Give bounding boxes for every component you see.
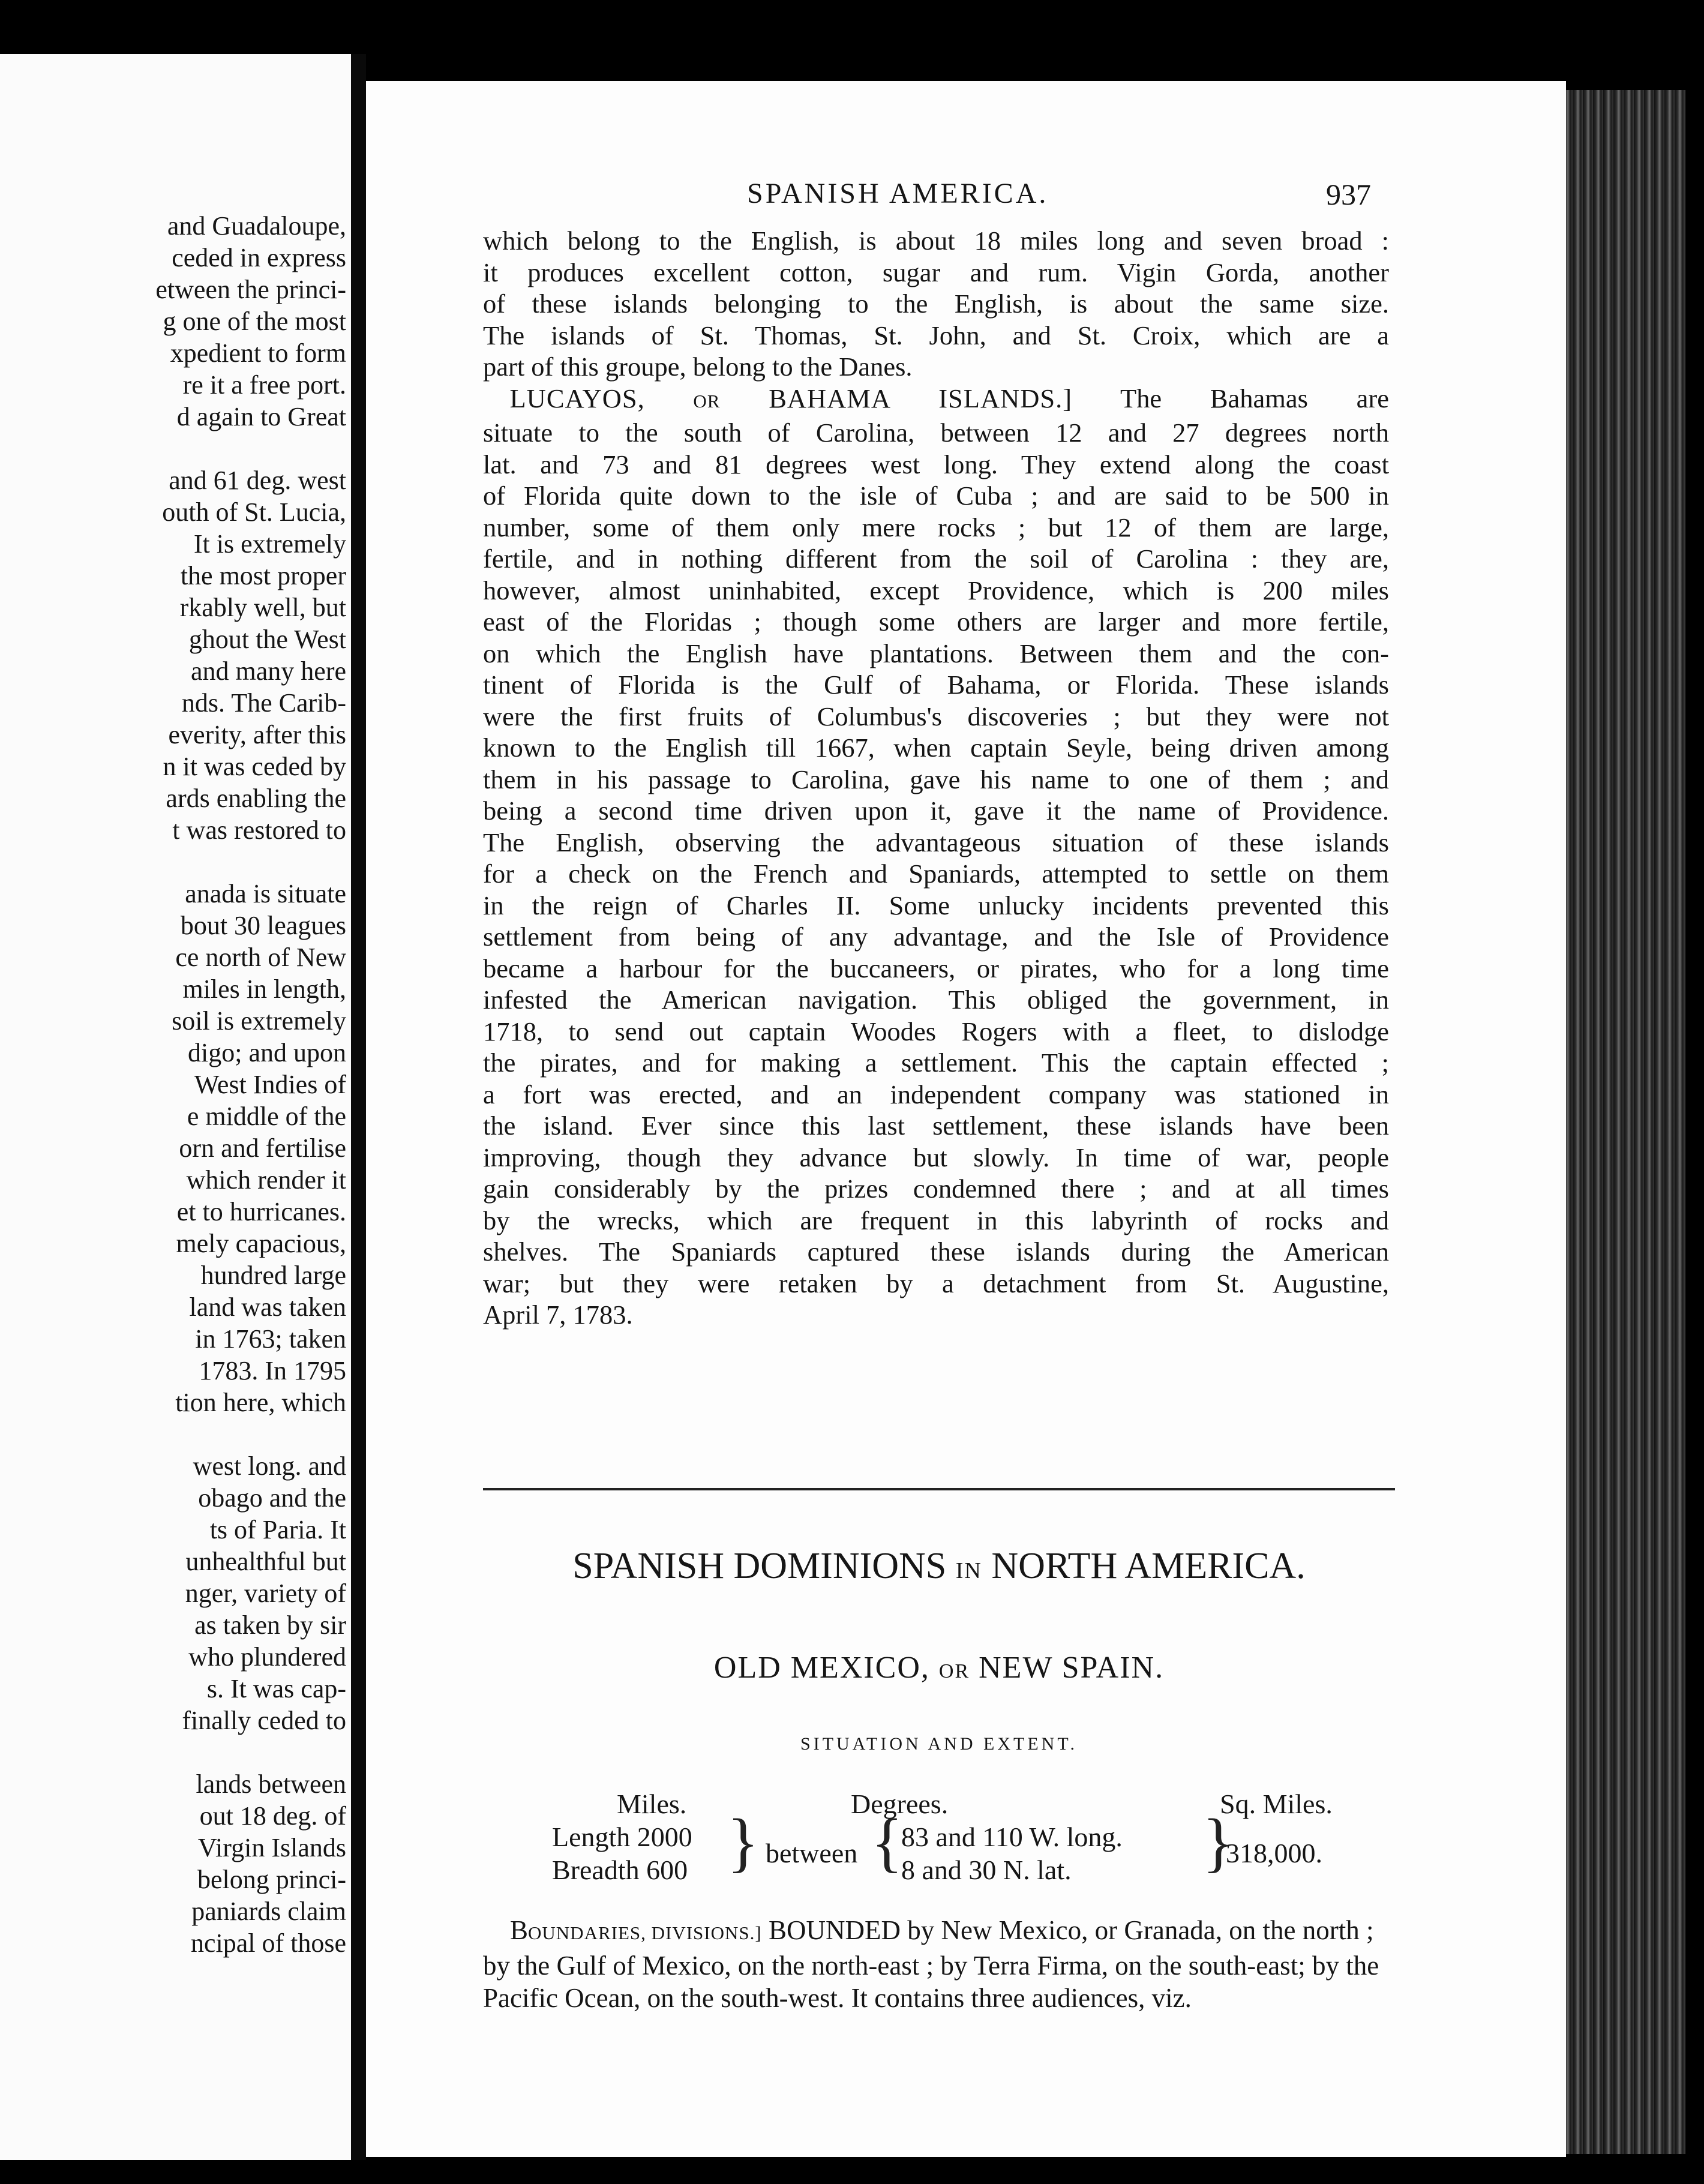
boundaries-heading	[483, 1915, 762, 1945]
page-header	[366, 177, 1566, 219]
subsection-title	[483, 1650, 1395, 1685]
body-line: lat. and 73 and 81 degrees west long. They extend along the coast	[483, 449, 1389, 479]
body-line: known to the English till 1667, when captain Seyle, being driven among	[483, 733, 1389, 763]
body-line: infested the American navigation. This obliged the government, in	[483, 985, 1389, 1015]
left-page-line: as taken by sir	[194, 1610, 346, 1640]
body-line: April 7, 1783.	[483, 1300, 633, 1330]
left-page-line: west long. and	[193, 1451, 346, 1481]
body-line: the pirates, and for making a settlement. This the captain effected ;	[483, 1048, 1389, 1078]
left-page-line: obago and the	[198, 1483, 346, 1513]
sq-miles-value: 318,000.	[1226, 1838, 1322, 1868]
left-page-line: nger, variety of	[185, 1579, 346, 1608]
between-word: between	[766, 1838, 858, 1868]
boundaries-heading-rest: OUNDARIES, DIVISIONS.]	[528, 1922, 762, 1943]
left-page-line: and many here	[191, 656, 346, 686]
left-page-line: out 18 deg. of	[199, 1801, 346, 1831]
body-line: were the first fruits of Columbus's discoveries ; but they were not	[483, 701, 1389, 731]
body-line: in the reign of Charles II. Some unlucky incidents prevented this	[483, 890, 1389, 920]
heading-or: OR	[693, 390, 721, 412]
brace-right-2: }	[1202, 1805, 1234, 1879]
body-line: on which the English have plantations. Between them and the con-	[483, 638, 1389, 668]
body-line: number, some of them only mere rocks ; but 12 of them are large,	[483, 512, 1389, 542]
left-page-line: anada is situate	[185, 879, 346, 908]
left-page-line: et to hurricanes.	[176, 1197, 346, 1226]
left-page-line: paniards claim	[191, 1897, 346, 1926]
section-title-in: IN	[955, 1558, 982, 1583]
left-page-line: re it a free port.	[182, 370, 346, 400]
left-page-line: digo; and upon	[188, 1038, 346, 1067]
left-page-line: bout 30 leagues	[180, 911, 346, 940]
left-page-line: in 1763; taken	[195, 1324, 346, 1354]
left-page-line: ts of Paria. It	[209, 1515, 346, 1544]
body-line: fertile, and in nothing different from the soil of Carolina : they are,	[483, 544, 1389, 574]
left-page-line: everity, after this	[168, 720, 346, 749]
body-line: which belong to the English, is about 18 miles long and seven broad :	[483, 226, 1389, 256]
left-page-line: miles in length,	[182, 974, 346, 1004]
body-line: settlement from being of any advantage, and the Isle of Providence	[483, 922, 1389, 952]
left-page-line: tion here, which	[175, 1388, 346, 1417]
body-line: however, almost uninhabited, except Providence, which is 200 miles	[483, 575, 1389, 605]
body-line: gain considerably by the prizes condemned there ; and at all times	[483, 1174, 1389, 1204]
body-line: being a second time driven upon it, gave it the name of Providence.	[483, 796, 1389, 826]
body-line: of Florida quite down to the isle of Cuba ; and are said to be 500 in	[483, 481, 1389, 511]
body-line: the island. Ever since this last settlement, these islands have been	[483, 1111, 1389, 1141]
lucayos-first-line: The Bahamas are	[1120, 383, 1390, 413]
left-page-line: It is extremely	[193, 529, 346, 559]
body-line: became a harbour for the buccaneers, or pirates, who for a long time	[483, 953, 1389, 983]
left-page-line: West Indies of	[194, 1070, 346, 1099]
length-row: Length 2000	[552, 1822, 692, 1852]
running-title: SPANISH AMERICA.	[747, 178, 1049, 209]
left-page-line: ncipal of those	[190, 1928, 346, 1958]
lucayos-heading: LUCAYOS,	[509, 383, 645, 413]
right-page	[366, 81, 1566, 2157]
body-line: 1718, to send out captain Woodes Rogers with a fleet, to dislodge	[483, 1016, 1389, 1046]
left-page-line: ghout the West	[188, 625, 346, 654]
boundaries-paragraph	[483, 1914, 1395, 2014]
brace-left-1: {	[871, 1805, 903, 1879]
left-page-line: ards enabling the	[166, 784, 346, 813]
body-line: The islands of St. Thomas, St. John, and St. Croix, which are a	[483, 320, 1389, 350]
bounded-word: BOUNDED	[768, 1915, 901, 1945]
left-page-line: belong princi-	[197, 1865, 346, 1894]
left-page-line: soil is extremely	[172, 1006, 346, 1036]
boundaries-initial: B	[510, 1915, 529, 1945]
body-line: The English, observing the advantageous situation of these islands	[483, 827, 1389, 857]
brace-right-1: }	[727, 1805, 759, 1879]
col-sq-miles: Sq. Miles.	[1220, 1789, 1333, 1819]
lucayos-heading-line	[483, 383, 1389, 418]
left-page	[0, 54, 351, 2160]
col-degrees: Degrees.	[851, 1789, 949, 1819]
left-page-line: and 61 deg. west	[169, 466, 346, 495]
body-line: a fort was erected, and an independent company was stationed in	[483, 1079, 1389, 1109]
latitude-range: 8 and 30 N. lat.	[901, 1855, 1072, 1885]
body-part-2	[483, 417, 1389, 1331]
left-page-line: orn and fertilise	[179, 1133, 346, 1163]
body-line: war; but they were retaken by a detachment from St. Augustine,	[483, 1268, 1389, 1298]
left-page-line: which render it	[186, 1165, 346, 1195]
body-line: them in his passage to Carolina, gave his name to one of them ; and	[483, 764, 1389, 794]
subtitle-part2: NEW SPAIN.	[979, 1651, 1165, 1685]
body-line: part of this groupe, belong to the Danes.	[483, 352, 913, 382]
col-miles: Miles.	[617, 1789, 687, 1819]
section-rule	[483, 1488, 1395, 1490]
section-title-part2: NORTH AMERICA.	[991, 1546, 1306, 1586]
left-page-line: nds. The Carib-	[181, 688, 346, 718]
body-line: improving, though they advance but slowly. In time of war, people	[483, 1142, 1389, 1172]
left-page-line: unhealthful but	[185, 1547, 346, 1576]
left-page-line: 1783. In 1795	[199, 1356, 346, 1385]
situation-heading: SITUATION AND EXTENT.	[800, 1734, 1078, 1754]
left-page-line: s. It was cap-	[206, 1674, 346, 1703]
bahama-heading: BAHAMA ISLANDS.]	[769, 383, 1073, 413]
longitude-range: 83 and 110 W. long.	[901, 1822, 1123, 1852]
boundaries-text: by New Mexico, or Granada, on the north ; by the Gulf of Mexico, on the north-east ; by Terra Firma, on the south-east; by the Pacific Ocean, on the south-west. It contains three audiences, viz.	[483, 1915, 1379, 2013]
left-page-line: rkably well, but	[179, 593, 346, 622]
left-page-line: and Guadaloupe,	[167, 211, 346, 241]
left-page-line: finally ceded to	[182, 1706, 346, 1735]
body-line: situate to the south of Carolina, between 12 and 27 degrees north	[483, 418, 1389, 448]
body-line: tinent of Florida is the Gulf of Bahama, or Florida. These islands	[483, 670, 1389, 700]
left-page-line: land was taken	[189, 1292, 346, 1322]
body-line: it produces excellent cotton, sugar and rum. Vigin Gorda, another	[483, 257, 1389, 287]
section-title	[483, 1545, 1395, 1588]
body-line: by the wrecks, which are frequent in this labyrinth of rocks and	[483, 1205, 1389, 1235]
left-page-line: n it was ceded by	[163, 752, 346, 781]
body-text	[483, 225, 1389, 1331]
body-line: east of the Floridas ; though some others are larger and more fertile,	[483, 607, 1389, 637]
body-line: shelves. The Spaniards captured these islands during the American	[483, 1237, 1389, 1267]
body-line: for a check on the French and Spaniards, attempted to settle on them	[483, 859, 1389, 889]
left-page-line: outh of St. Lucia,	[162, 497, 346, 527]
left-page-line: g one of the most	[163, 307, 346, 336]
body-line: of these islands belonging to the English, is about the same size.	[483, 289, 1389, 319]
left-page-line: mely capacious,	[176, 1229, 346, 1258]
left-page-line: ceded in express	[172, 243, 346, 272]
body-part-1	[483, 225, 1389, 383]
subtitle-or: OR	[938, 1660, 970, 1682]
left-page-line: t was restored to	[172, 815, 346, 845]
left-page-line: e middle of the	[187, 1102, 346, 1131]
left-page-line: hundred large	[200, 1261, 346, 1290]
breadth-row: Breadth 600	[552, 1855, 688, 1885]
left-page-line: the most proper	[180, 561, 346, 590]
subtitle-part1: OLD MEXICO,	[713, 1651, 930, 1685]
left-page-line: lands between	[196, 1769, 346, 1799]
left-page-line: Virgin Islands	[197, 1833, 346, 1862]
left-page-line: who plundered	[188, 1642, 346, 1672]
left-page-line: d again to Great	[176, 402, 346, 431]
book-gutter	[351, 54, 366, 2160]
left-page-line: xpedient to form	[170, 338, 346, 368]
left-page-line: ce north of New	[175, 943, 346, 972]
section-title-part1: SPANISH DOMINIONS	[572, 1546, 947, 1586]
page-number: 937	[1326, 178, 1371, 211]
left-page-line: etween the princi-	[155, 275, 346, 304]
